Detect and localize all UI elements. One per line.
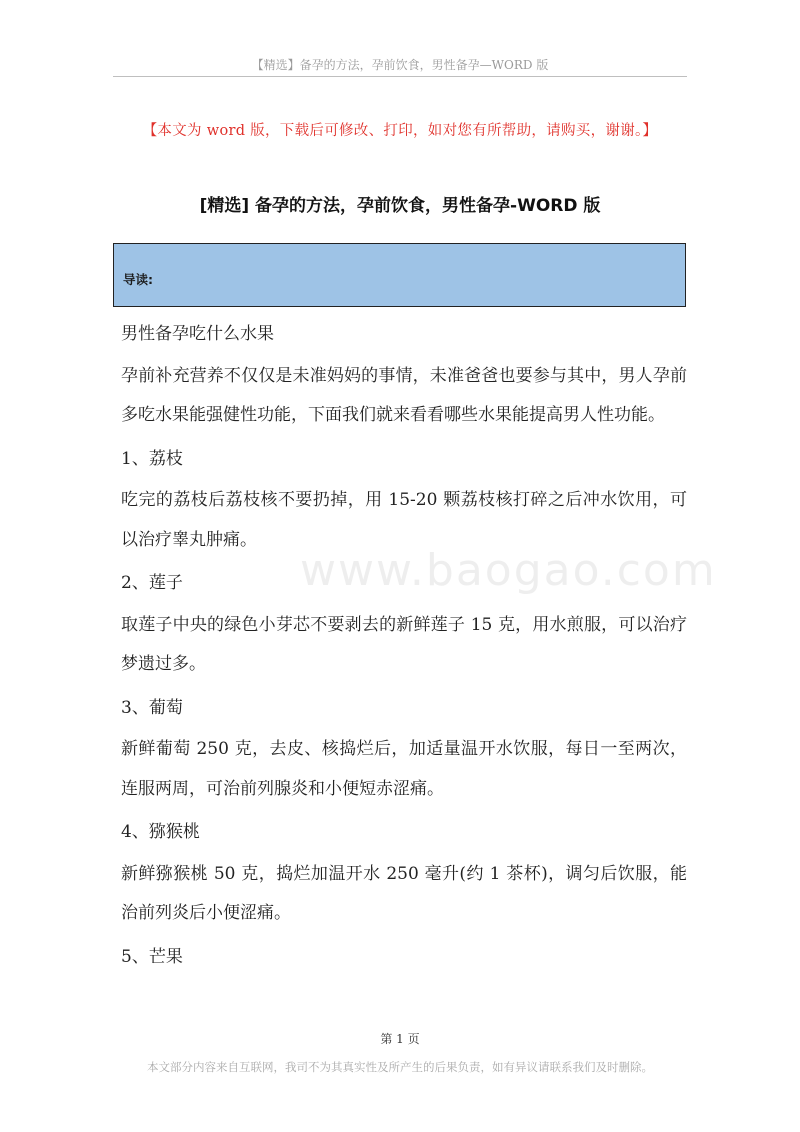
item-body-lychee: 吃完的荔枝后荔枝核不要扔掉，用 15-20 颗荔枝核打碎之后冲水饮用，可以治疗睾丸肿痛。: [121, 490, 687, 550]
download-notice: 【本文为 word 版，下载后可修改、打印，如对您有所帮助，请购买，谢谢。】: [142, 123, 658, 139]
item-heading-mango: 5、芒果: [121, 946, 183, 967]
intro-paragraph: 孕前补充营养不仅仅是未准妈妈的事情，未准爸爸也要参与其中，男人孕前多吃水果能强健性功能，下面我们就来看看哪些水果能提高男人性功能。: [121, 365, 687, 425]
item-body-lotus-seed: 取莲子中央的绿色小芽芯不要剥去的新鲜莲子 15 克，用水煎服，可以治疗梦遗过多。: [121, 614, 687, 674]
footer-disclaimer: 本文部分内容来自互联网，我司不为其真实性及所产生的后果负责，如有异议请联系我们及时删除。: [147, 1060, 653, 1074]
section-title: 男性备孕吃什么水果: [121, 324, 274, 344]
item-heading-kiwi: 4、猕猴桃: [121, 822, 200, 842]
watermark: www.baogao.com: [300, 545, 717, 596]
page-number: 第 1 页: [380, 1032, 420, 1046]
item-body-kiwi: 新鲜猕猴桃 50 克，捣烂加温开水 250 毫升(约 1 茶杯)，调匀后饮服，能治前列炎后小便涩痛。: [121, 863, 687, 923]
item-heading-lotus-seed: 2、莲子: [121, 573, 183, 593]
guide-box: [113, 243, 686, 307]
item-heading-grape: 3、葡萄: [121, 697, 183, 718]
document-body: [121, 315, 687, 979]
document-title: [精选] 备孕的方法，孕前饮食，男性备孕-WORD 版: [199, 196, 601, 216]
page-header: 【精选】备孕的方法，孕前饮食，男性备孕—WORD 版: [251, 58, 549, 72]
guide-label: 导读:: [123, 272, 153, 287]
item-body-grape: 新鲜葡萄 250 克，去皮、核捣烂后，加适量温开水饮服，每日一至两次，连服两周，可治前列腺炎和小便短赤涩痛。: [121, 739, 687, 799]
header-divider: [113, 76, 687, 77]
item-heading-lychee: 1、荔枝: [121, 448, 183, 469]
